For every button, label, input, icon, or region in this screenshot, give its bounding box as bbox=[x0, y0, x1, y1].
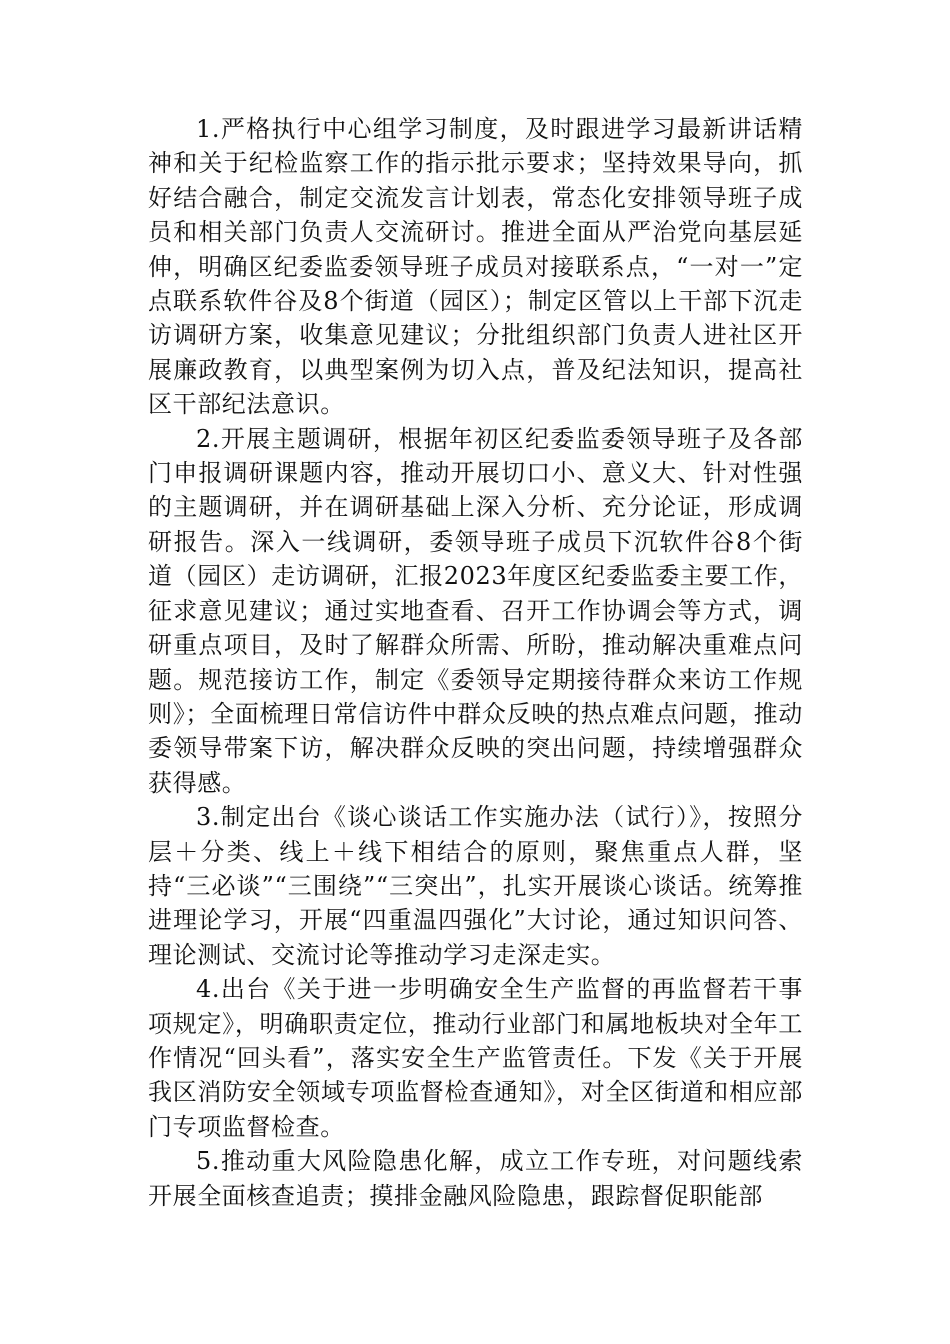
document-body bbox=[148, 112, 803, 1213]
paragraph-4: 4.出台《关于进一步明确安全生产监督的再监督若干事项规定》，明确职责定位，推动行业部门和属地板块对全年工作情况“回头看”，落实安全生产监管责任。下发《关于开展我区消防安全领域专项监督检查通知》，对全区街道和相应部门专项监督检查。 bbox=[148, 975, 803, 1141]
paragraph-5: 5.推动重大风险隐患化解，成立工作专班，对问题线索开展全面核查追责；摸排金融风险隐患，跟踪督促职能部 bbox=[148, 1147, 803, 1210]
paragraph-2: 2.开展主题调研，根据年初区纪委监委领导班子及各部门申报调研课题内容，推动开展切口小、意义大、针对性强的主题调研，并在调研基础上深入分析、充分论证，形成调研报告。深入一线调研，委领导班子成员下沉软件谷8个街道（园区）走访调研，汇报2023年度区纪委监委主要工作，征求意见建议；通过实地查看、召开工作协调会等方式，调研重点项目，及时了解群众所需、所盼，推动解决重难点问题。规范接访工作，制定《委领导定期接待群众来访工作规则》；全面梳理日常信访件中群众反映的热点难点问题，推动委领导带案下访，解决群众反映的突出问题，持续增强群众获得感。 bbox=[148, 424, 803, 797]
paragraph-1: 1.严格执行中心组学习制度，及时跟进学习最新讲话精神和关于纪检监察工作的指示批示要求；坚持效果导向，抓好结合融合，制定交流发言计划表，常态化安排领导班子成员和相关部门负责人交流研讨。推进全面从严治党向基层延伸，明确区纪委监委领导班子成员对接联系点，“一对一”定点联系软件谷及8个街道（园区）；制定区管以上干部下沉走访调研方案，收集意见建议；分批组织部门负责人进社区开展廉政教育，以典型案例为切入点，普及纪法知识，提高社区干部纪法意识。 bbox=[148, 115, 803, 419]
paragraph-3: 3.制定出台《谈心谈话工作实施办法（试行）》，按照分层＋分类、线上＋线下相结合的原则，聚焦重点人群，坚持“三必谈”“三围绕”“三突出”，扎实开展谈心谈话。统筹推进理论学习，开展“四重温四强化”大讨论，通过知识问答、理论测试、交流讨论等推动学习走深走实。 bbox=[148, 803, 803, 969]
